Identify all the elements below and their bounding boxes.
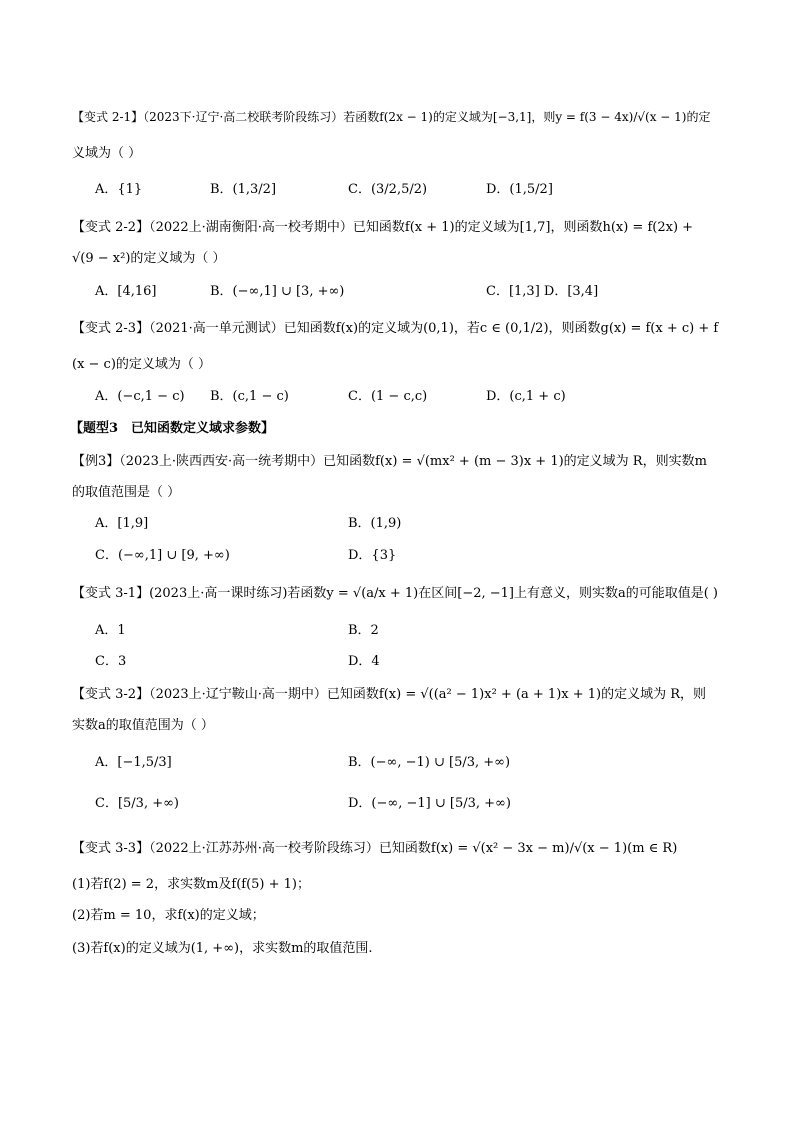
option-d: D．{3}: [348, 548, 397, 563]
question-2-3-stem: 【变式 2-3】（2021·高一单元测试）已知函数f(x)的定义域为(0,1)，若c ∈ (0,1/2)，则函数g(x) = f(x + c) + f: [72, 321, 719, 336]
example-3-stem-cont: 的取值范围是（ ）: [72, 485, 181, 500]
question-2-2-stem: 【变式 2-2】（2022上·湖南衡阳·高一校考期中）已知函数f(x + 1)的定义域为[1,7]，则函数h(x) = f(2x) +: [72, 220, 694, 235]
subquestion-1: (1)若f(2) = 2，求实数m及f(f(5) + 1)；: [72, 877, 311, 892]
option-b: B．(−∞,1] ∪ [3, +∞): [210, 284, 345, 299]
question-3-2-stem-cont: 实数a的取值范围为（ ）: [72, 718, 214, 733]
option-c: C．(1 − c,c): [348, 389, 428, 404]
option-c: C．(3/2,5/2): [348, 182, 428, 197]
question-3-3-stem: 【变式 3-3】（2022上·江苏苏州·高一校考阶段练习）已知函数f(x) = √(x² − 3x − m)/√(x − 1)(m ∈ R): [72, 841, 678, 856]
section-heading: 【题型3 已知函数定义域求参数】: [70, 421, 275, 436]
option-b: B．(1,3/2]: [210, 182, 277, 197]
option-b: B．(−∞, −1) ∪ [5/3, +∞): [348, 755, 511, 770]
example-3-stem: 【例3】（2023上·陕西西安·高一统考期中）已知函数f(x) = √(mx² + (m − 3)x + 1)的定义域为 R，则实数m: [72, 454, 707, 469]
option-cd: C．[1,3] D．[3,4]: [486, 284, 599, 299]
option-d: D．(−∞, −1] ∪ [5/3, +∞): [348, 796, 511, 811]
question-2-1-stem-cont: 义域为（ ）: [72, 146, 142, 161]
question-2-3-stem-cont: (x − c)的定义域为（ ）: [72, 357, 212, 372]
option-d: D．(1,5/2]: [486, 182, 553, 197]
option-c: C．(−∞,1] ∪ [9, +∞): [95, 548, 230, 563]
question-2-2-stem-cont: √(9 − x²)的定义域为（ ）: [72, 251, 226, 266]
option-a: A．[1,9]: [95, 516, 149, 531]
option-c: C．3: [95, 654, 127, 669]
option-a: A．{1}: [95, 182, 143, 197]
question-3-1-stem: 【变式 3-1】(2023上·高一课时练习)若函数y = √(a/x + 1)在区间[−2, −1]上有意义，则实数a的可能取值是( ): [72, 586, 719, 601]
option-b: B．(1,9): [348, 516, 402, 531]
option-a: A．(−c,1 − c): [95, 389, 185, 404]
option-a: A．[4,16]: [95, 284, 157, 299]
option-b: B．(c,1 − c): [210, 389, 289, 404]
option-a: A．1: [95, 623, 126, 638]
subquestion-2: (2)若m = 10，求f(x)的定义域；: [72, 908, 265, 923]
subquestion-3: (3)若f(x)的定义域为(1, +∞)，求实数m的取值范围.: [72, 941, 373, 956]
option-d: D．(c,1 + c): [486, 389, 566, 404]
option-a: A．[−1,5/3]: [95, 755, 172, 770]
option-d: D．4: [348, 654, 380, 669]
option-b: B．2: [348, 623, 379, 638]
option-c: C．[5/3, +∞): [95, 796, 179, 811]
question-3-2-stem: 【变式 3-2】（2023上·辽宁鞍山·高一期中）已知函数f(x) = √((a² − 1)x² + (a + 1)x + 1)的定义域为 R，则: [72, 687, 707, 702]
question-2-1-stem: 【变式 2-1】（2023下·辽宁·高二校联考阶段练习）若函数f(2x − 1)的定义域为[−3,1]，则y = f(3 − 4x)/√(x − 1)的定: [72, 110, 711, 124]
